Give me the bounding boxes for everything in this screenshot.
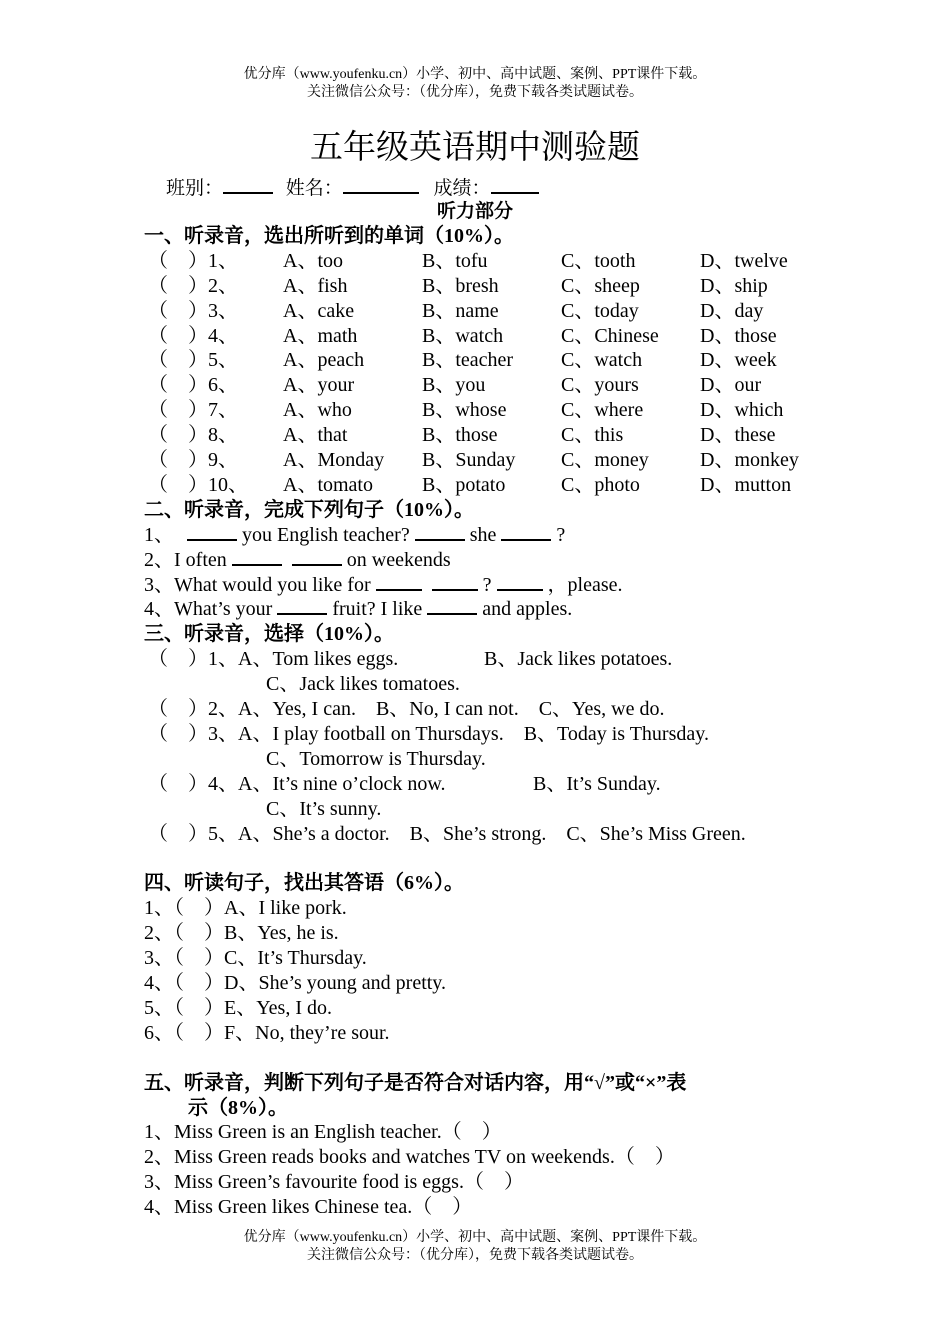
question-number: （ ）4、 — [148, 324, 238, 347]
section-5-heading-cont: 示（8%）。 — [188, 1096, 288, 1119]
option-d: D、week — [700, 349, 777, 372]
fill-blank[interactable] — [187, 523, 237, 541]
question-number: （ ）2、 — [148, 274, 238, 297]
sentence-text: and apples. — [477, 598, 573, 621]
option-c: C、this — [561, 424, 624, 447]
fill-blank[interactable] — [277, 597, 327, 615]
option-c: C、Chinese — [561, 324, 659, 347]
option-c: C、yours — [561, 374, 639, 397]
choice-option: C、It’s sunny. — [266, 797, 382, 820]
option-a: A、peach — [283, 349, 365, 372]
sentence-3 — [144, 573, 824, 598]
judge-item: 4、Miss Green likes Chinese tea.（ ） — [144, 1196, 473, 1219]
fill-blank[interactable] — [376, 573, 422, 591]
exam-content — [144, 224, 824, 1220]
option-b: B、tofu — [422, 249, 488, 272]
sentence-number: 1、 — [144, 523, 174, 546]
choice-option: C、Tomorrow is Thursday. — [266, 747, 486, 770]
option-d: D、our — [700, 374, 762, 397]
option-d: D、twelve — [700, 249, 788, 272]
option-b: B、teacher — [422, 349, 514, 372]
option-a: A、your — [283, 374, 355, 397]
option-c: C、photo — [561, 473, 640, 496]
option-d: D、those — [700, 324, 777, 347]
sentence-text: ，please. — [542, 573, 623, 596]
section-5-heading: 五、听录音，判断下列句子是否符合对话内容，用“√”或“×”表 — [144, 1071, 687, 1094]
sentence-1 — [144, 523, 824, 548]
option-a: A、cake — [283, 299, 355, 322]
question-row — [144, 249, 824, 274]
option-c: C、where — [561, 399, 644, 422]
option-b: B、bresh — [422, 274, 499, 297]
question-number: （ ）6、 — [148, 374, 238, 397]
section-4-heading: 四、听读句子，找出其答语（6%）。 — [144, 872, 464, 895]
question-number: （ ）9、 — [148, 449, 238, 472]
answer-item: 6、（ ）F、No, they’re sour. — [144, 1021, 390, 1044]
class-blank[interactable] — [223, 174, 273, 194]
fill-blank[interactable] — [501, 523, 551, 541]
question-row — [144, 299, 824, 324]
listening-subtitle: 听力部分 — [436, 201, 513, 222]
score-label: 成绩： — [433, 178, 491, 199]
section-1-items — [144, 249, 824, 498]
question-number: （ ）7、 — [148, 399, 238, 422]
option-a: A、that — [283, 424, 348, 447]
choice-option: （ ）1、A、Tom likes eggs. — [148, 648, 399, 671]
judge-item: 2、Miss Green reads books and watches TV on weekends.（ ） — [144, 1146, 675, 1169]
option-c: C、watch — [561, 349, 643, 372]
choice-question-2: （ ）2、A、Yes, I can. B、No, I can not. C、Yes, we do. — [148, 698, 665, 721]
question-row — [144, 448, 824, 473]
sentence-text: on weekends — [341, 548, 451, 571]
option-a: A、Monday — [283, 449, 385, 472]
option-d: D、monkey — [700, 449, 799, 472]
choice-question-5: （ ）5、A、She’s a doctor. B、She’s strong. C、She’s Miss Green. — [148, 822, 746, 845]
sentence-text: you English teacher? — [237, 523, 415, 546]
option-b: B、Sunday — [422, 449, 516, 472]
section-1-heading: 一、听录音，选出所听到的单词（10%）。 — [144, 225, 514, 247]
option-a: A、too — [283, 249, 343, 272]
question-number: （ ）5、 — [148, 349, 238, 372]
answer-item: 2、（ ）B、Yes, he is. — [144, 922, 339, 945]
name-blank[interactable] — [343, 174, 419, 194]
question-row — [144, 473, 824, 498]
option-b: B、whose — [422, 399, 507, 422]
option-a: A、who — [283, 399, 352, 422]
question-row — [144, 398, 824, 423]
sentence-text: 2、I often — [144, 548, 232, 571]
fill-blank[interactable] — [497, 573, 543, 591]
choice-option: C、Jack likes tomatoes. — [266, 673, 460, 696]
option-d: D、ship — [700, 274, 768, 297]
sentence-text: ? — [551, 523, 566, 546]
page-footer — [0, 1229, 950, 1265]
question-number: （ ）10、 — [148, 473, 248, 496]
answer-item: 1、（ ）A、I like pork. — [144, 897, 347, 920]
student-info — [166, 174, 539, 202]
answer-item: 3、（ ）C、It’s Thursday. — [144, 947, 367, 970]
choice-question-4 — [144, 772, 824, 797]
fill-blank[interactable] — [232, 548, 282, 566]
footer-line-1: 优分库（www.youfenku.cn）小学、初中、高中试题、案例、PPT课件下载。 — [243, 1230, 707, 1245]
judge-item: 1、Miss Green is an English teacher.（ ） — [144, 1121, 502, 1144]
option-d: D、these — [700, 424, 776, 447]
answer-item: 5、（ ）E、Yes, I do. — [144, 996, 332, 1019]
sentence-text: ? — [477, 573, 497, 596]
choice-question-3: （ ）3、A、I play football on Thursdays. B、Today is Thursday. — [148, 722, 709, 745]
header-line-1: 优分库（www.youfenku.cn）小学、初中、高中试题、案例、PPT课件下载。 — [243, 67, 707, 82]
option-b: B、potato — [422, 473, 506, 496]
question-number: （ ）8、 — [148, 424, 238, 447]
choice-option: B、It’s Sunday. — [533, 772, 661, 795]
sentence-2 — [144, 548, 824, 573]
option-c: C、today — [561, 299, 639, 322]
sentence-text: 4、What’s your — [144, 598, 278, 621]
footer-line-2: 关注微信公众号：（优分库），免费下载各类试题试卷。 — [307, 1248, 643, 1263]
option-a: A、fish — [283, 274, 348, 297]
sentence-text: she — [464, 523, 502, 546]
question-row — [144, 348, 824, 373]
spacer — [144, 1046, 824, 1071]
question-row — [144, 274, 824, 299]
choice-option: （ ）4、A、It’s nine o’clock now. — [148, 772, 446, 795]
option-d: D、mutton — [700, 473, 792, 496]
spacer — [144, 846, 824, 871]
fill-blank[interactable] — [415, 523, 465, 541]
question-row — [144, 373, 824, 398]
fill-blank[interactable] — [292, 548, 342, 566]
class-label: 班别： — [166, 178, 224, 199]
option-c: C、sheep — [561, 274, 640, 297]
sentence-4 — [144, 597, 824, 622]
section-3-heading: 三、听录音，选择（10%）。 — [144, 623, 394, 646]
option-b: B、you — [422, 374, 486, 397]
question-row — [144, 324, 824, 349]
option-a: A、tomato — [283, 473, 373, 496]
option-b: B、name — [422, 299, 499, 322]
question-number: （ ）1、 — [148, 249, 238, 272]
header-line-2: 关注微信公众号：（优分库），免费下载各类试题试卷。 — [307, 85, 643, 100]
section-2-heading: 二、听录音，完成下列句子（10%）。 — [144, 498, 474, 521]
sentence-text: fruit? I like — [327, 598, 428, 621]
option-c: C、money — [561, 449, 649, 472]
name-label: 姓名： — [285, 178, 343, 199]
question-number: （ ）3、 — [148, 299, 238, 322]
page-title: 五年级英语期中测验题 — [310, 130, 640, 166]
fill-blank[interactable] — [427, 597, 477, 615]
score-blank[interactable] — [491, 174, 539, 194]
option-b: B、watch — [422, 324, 504, 347]
option-a: A、math — [283, 324, 358, 347]
fill-blank[interactable] — [432, 573, 478, 591]
option-c: C、tooth — [561, 249, 636, 272]
question-row — [144, 423, 824, 448]
option-d: D、day — [700, 299, 764, 322]
option-b: B、those — [422, 424, 498, 447]
sentence-text: 3、What would you like for — [144, 573, 376, 596]
choice-question-1 — [144, 647, 824, 672]
page-header — [0, 66, 950, 102]
option-d: D、which — [700, 399, 784, 422]
judge-item: 3、Miss Green’s favourite food is eggs.（ ） — [144, 1171, 524, 1194]
choice-option: B、Jack likes potatoes. — [484, 648, 673, 671]
answer-item: 4、（ ）D、She’s young and pretty. — [144, 971, 447, 994]
